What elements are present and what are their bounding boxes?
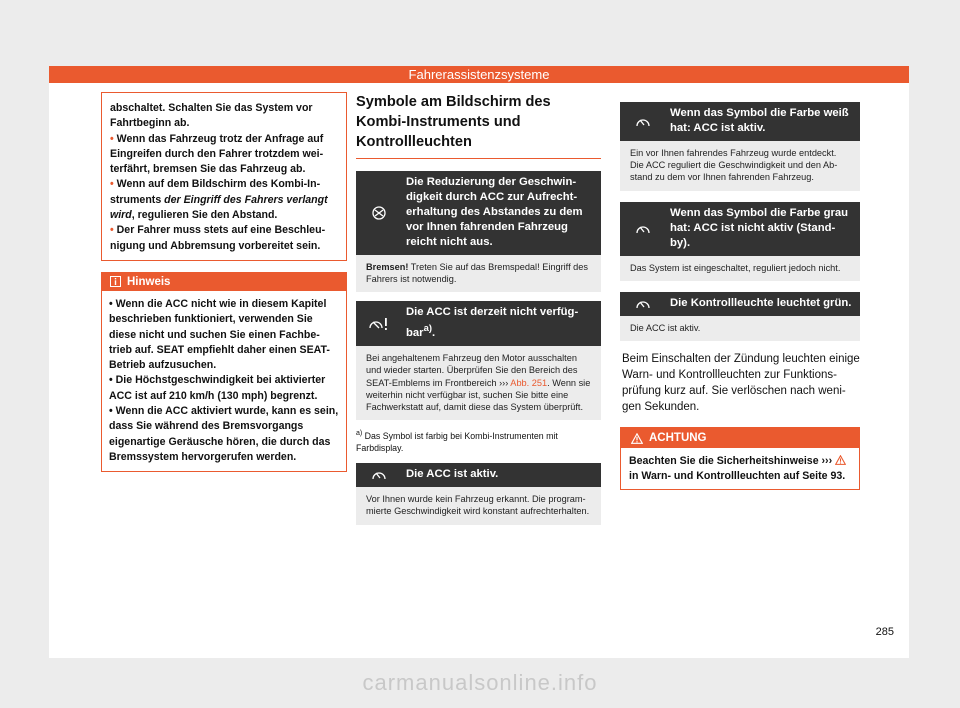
column-right [620, 92, 860, 490]
warning-bullet-2-italic: der Eingriff des Fahrers verlangt wird [110, 193, 328, 222]
achtung-text-b: in Warn- und Kontrollleuchten auf Seite 93. [629, 470, 846, 483]
unavailable-desc-a: Bei angehaltenem Fahrzeug den Motor ausschalten und wieder starten. Überprüfen Sie den Bereich des SEAT-Emblems im Frontbereich ››› [366, 353, 578, 388]
unavailable-footnote-mark: a) [423, 322, 432, 334]
body-paragraph: Beim Einschalten der Zündung leuchten einige Warn- und Kontrollleuchten zur Funktionsprüfung kurz auf. Sie verlöschen nach wenigen Sekunden. [622, 353, 860, 414]
symbol-entry-active-header [356, 463, 601, 487]
page-number: 285 [875, 626, 894, 638]
symbol-unavailable-title [402, 301, 601, 346]
figure-reference-link[interactable]: Abb. 251 [508, 377, 548, 388]
symbol-active-title: Die ACC ist aktiv. [406, 468, 499, 481]
note-body [102, 291, 346, 471]
symbol-unavailable-desc [356, 346, 601, 420]
symbol-entry-grey-header [620, 202, 860, 256]
symbol-grey-desc: Das System ist eingeschaltet, reguliert jedoch nicht. [630, 262, 841, 273]
symbol-entry-brake-header [356, 171, 601, 255]
info-icon [110, 276, 121, 287]
warning-continuation-box [101, 92, 347, 261]
symbol-entry-green-header [620, 292, 860, 316]
column-middle [356, 92, 601, 525]
achtung-title: ACHTUNG [649, 432, 707, 445]
section-header: Fahrerassistenzsysteme [49, 66, 909, 83]
footnote-mark: a) [356, 430, 363, 438]
unavailable-title-text: Die ACC ist derzeit nicht verfügbar [406, 306, 579, 340]
footnote [356, 428, 601, 454]
warning-bullet-2-end: , regulieren Sie den Abstand. [131, 209, 278, 222]
acc-unavailable-icon [356, 301, 402, 346]
warning-bullet-3: • Der Fahrer muss stets auf eine Beschleunigung und Abbremsung vorbereitet sein. [110, 223, 338, 254]
warning-triangle-icon [631, 433, 643, 444]
symbol-brake-desc [356, 255, 601, 292]
achtung-body [621, 448, 859, 489]
section-heading: Symbole am Bildschirm des Kombi-Instruments und Kontrollleuchten [356, 92, 601, 159]
acc-vehicle-detected-icon [620, 102, 666, 141]
symbol-entry-grey [620, 202, 860, 281]
symbol-green-desc: Die ACC ist aktiv. [630, 322, 701, 333]
achtung-header [621, 428, 859, 448]
achtung-box [620, 427, 860, 490]
inline-warning-triangle-icon [835, 455, 846, 465]
watermark: carmanualsonline.info [362, 670, 598, 695]
note-item-1: • Wenn die ACC nicht wie in diesem Kapitel beschrieben funktioniert, verwenden Sie diese nicht und suchen Sie einen Fachbetrieb auf. SEAT empfiehlt daher einen SEAT-Betrieb aufzusuchen. [109, 297, 330, 372]
note-item-3: • Wenn die ACC aktiviert wurde, kann es sein, dass Sie während des Bremsvorgangs eigenartige Geräusche hören, die durch das Bremssystem hervorgerufen werden. [109, 405, 339, 463]
acc-brake-warning-icon [356, 171, 402, 255]
achtung-text-a: Beachten Sie die Sicherheitshinweise ››› [629, 455, 836, 468]
acc-indicator-lamp-icon [620, 292, 666, 316]
unavailable-desc-b: . Wenn sie weiterhin nicht verfügbar ist, suchen Sie bitte eine Fachwerkstatt auf, damit diese das System überprüft. [366, 377, 591, 412]
brake-text: Treten Sie auf das Bremspedal! Eingriff des Fahrers ist notwendig. [366, 262, 588, 285]
note-title: Hinweis [127, 275, 171, 288]
symbol-entry-active [356, 463, 601, 524]
warning-bullet-1: • Wenn das Fahrzeug trotz der Anfrage auf Eingreifen durch den Fahrer trotzdem weiterfährt, bremsen Sie das Fahrzeug ab. [110, 132, 338, 178]
brake-label: Bremsen! [366, 262, 409, 272]
symbol-entry-white-header [620, 102, 860, 141]
acc-active-icon [356, 463, 402, 487]
unavailable-title-end: . [431, 327, 436, 340]
footnote-text: Das Symbol ist farbig bei Kombi-Instrumenten mit Farbdisplay. [356, 431, 558, 454]
symbol-entry-unavailable-header [356, 301, 601, 346]
column-left [101, 92, 347, 472]
symbol-entry-brake [356, 171, 601, 292]
symbol-white-title: Wenn das Symbol die Farbe weiß hat: ACC ist aktiv. [670, 107, 849, 134]
note-header [102, 273, 346, 291]
symbol-grey-title: Wenn das Symbol die Farbe grau hat: ACC ist nicht aktiv (Stand-by). [670, 206, 849, 249]
symbol-entry-unavailable [356, 301, 601, 420]
symbol-green-title: Die Kontrollleuchte leuchtet grün. [670, 296, 852, 309]
symbol-entry-white [620, 102, 860, 191]
symbol-active-desc: Vor Ihnen wurde kein Fahrzeug erkannt. Die programmierte Geschwindigkeit wird konstant aufrechterhalten. [366, 494, 590, 517]
symbol-brake-title: Die Reduzierung der Geschwindigkeit durch ACC zur Aufrechterhaltung des Abstandes zu dem vor Ihnen fahrenden Fahrzeug reicht nicht aus. [406, 176, 583, 248]
warning-bullet-2-text: Wenn auf dem Bildschirm des Kombi-Instruments [110, 178, 321, 206]
symbol-entry-green [620, 292, 860, 341]
symbol-white-desc: Ein vor Ihnen fahrendes Fahrzeug wurde entdeckt. Die ACC reguliert die Geschwindigkeit und den Abstand zu dem vor Ihnen fahrenden Fahrzeug. [630, 148, 838, 183]
note-box [101, 272, 347, 472]
warning-bullet-2 [110, 177, 338, 223]
note-item-2: • Die Höchstgeschwindigkeit bei aktivierter ACC ist auf 210 km/h (130 mph) begrenzt. [109, 374, 326, 402]
warning-intro: abschaltet. Schalten Sie das System vor Fahrtbeginn ab. [110, 102, 313, 130]
achtung-text [629, 454, 851, 484]
acc-standby-icon [620, 202, 666, 256]
manual-page [49, 66, 909, 658]
